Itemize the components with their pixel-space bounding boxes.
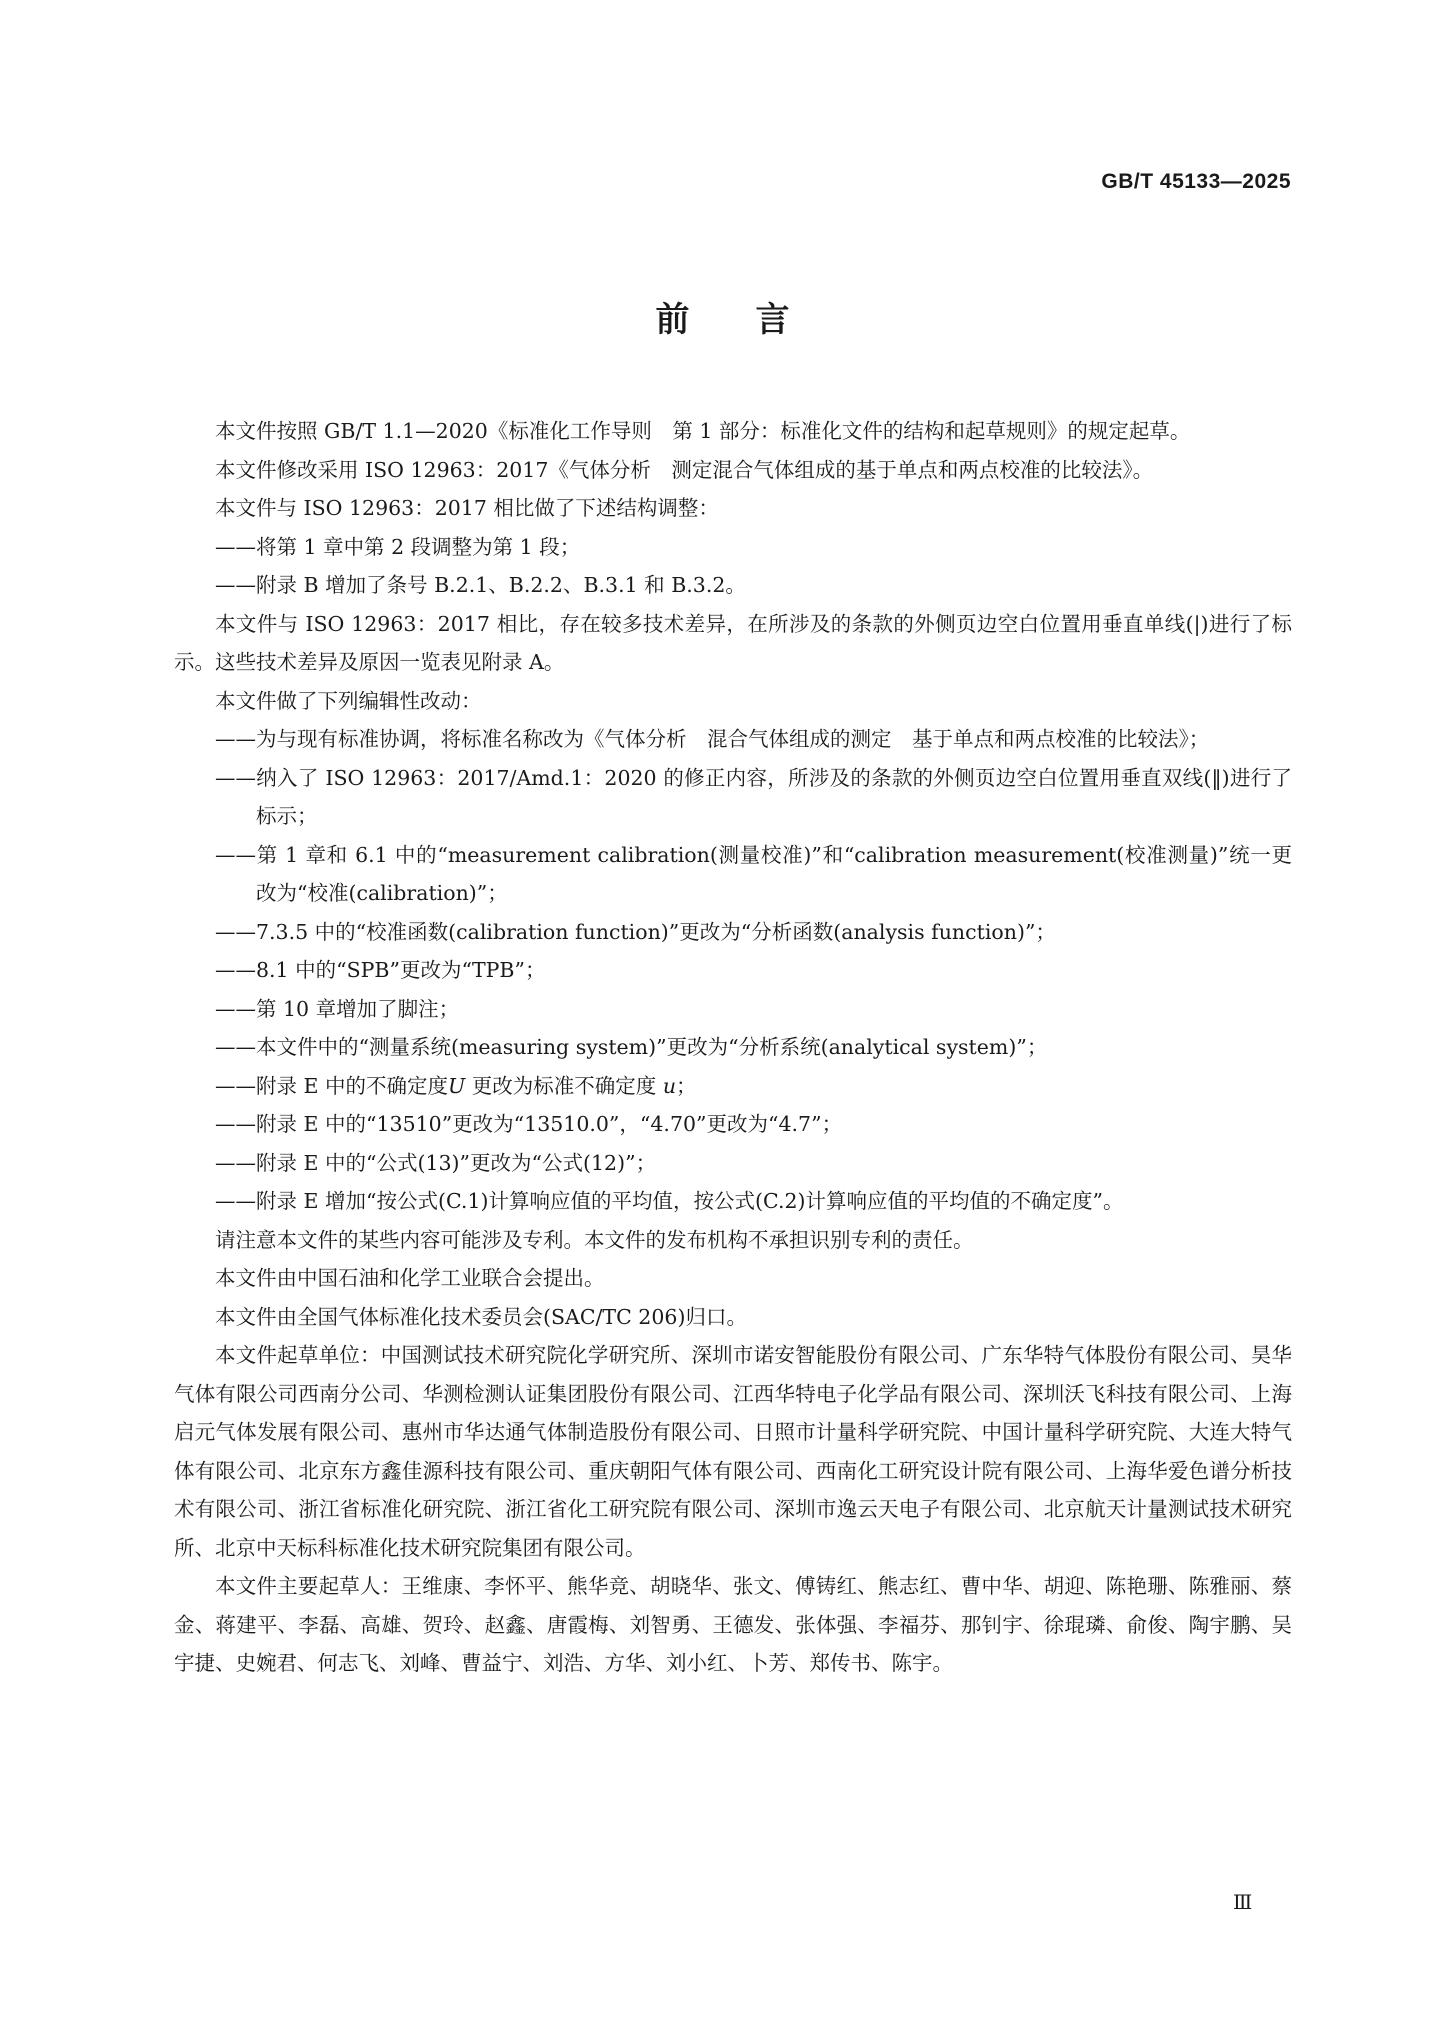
paragraph-adoption: 本文件修改采用 ISO 12963：2017《气体分析 测定混合气体组成的基于单点和两点校准的比较法》。	[215, 457, 1154, 482]
paragraph-proposed-by: 本文件由中国石油和化学工业联合会提出。	[215, 1266, 605, 1290]
paragraph-managed-by: 本文件由全国气体标准化技术委员会(SAC/TC 206)归口。	[215, 1304, 747, 1329]
page-number: Ⅲ	[1233, 1890, 1253, 1914]
paragraph-drafting-rules: 本文件按照 GB/T 1.1—2020《标准化工作导则 第 1 部分：标准化文件的结构和起草规则》的规定起草。	[215, 419, 1191, 443]
paragraph-structural-changes: 本文件与 ISO 12963：2017 相比做了下述结构调整：	[215, 496, 719, 520]
list-item-text: ；	[676, 1073, 697, 1098]
paragraph-patent-notice: 请注意本文件的某些内容可能涉及专利。本文件的发布机构不承担识别专利的责任。	[215, 1227, 974, 1252]
paragraph-drafting-organizations: 本文件起草单位：中国测试技术研究院化学研究所、深圳市诺安智能股份有限公司、广东华特气体股份有限公司、昊华气体有限公司西南分公司、华测检测认证集团股份有限公司、江西华特电子化学品有限公司、深圳沃飞科技有限公司、上海启元气体发展有限公司、惠州市华达通气体制造股份有限公司、日照市计量科学研究院、中国计量科学研究院、大连大特气体有限公司、北京东方鑫佳源科技有限公司、重庆朝阳气体有限公司、西南化工研究设计院有限公司、上海华爱色谱分析技术有限公司、浙江省标准化研究院、浙江省化工研究院有限公司、深圳市逸云天电子有限公司、北京航天计量测试技术研究所、北京中天标科标准化技术研究院集团有限公司。	[174, 1343, 1292, 1560]
list-item: ——7.3.5 中的“校准函数(calibration function)”更改为“分析函数(analysis function)”；	[215, 919, 1056, 944]
list-item: ——附录 E 中的“13510”更改为“13510.0”，“4.70”更改为“4.7”；	[215, 1112, 843, 1136]
list-item-text: 更改为标准不确定度	[465, 1073, 663, 1098]
symbol-expanded-uncertainty: U	[448, 1073, 466, 1098]
list-item: ——8.1 中的“SPB”更改为“TPB”；	[215, 958, 546, 982]
paragraph-editorial-changes: 本文件做了下列编辑性改动：	[215, 688, 482, 713]
symbol-standard-uncertainty: u	[662, 1073, 677, 1098]
list-item: ——第 10 章增加了脚注；	[215, 996, 460, 1021]
page-title: 前言	[655, 300, 856, 340]
list-item: ——为与现有标准协调，将标准名称改为《气体分析 混合气体组成的测定 基于单点和两点校准的比较法》；	[215, 727, 1210, 751]
document-body	[174, 412, 1292, 1683]
list-item: ——第 1 章和 6.1 中的“measurement calibration(测量校准)”和“calibration measurement(校准测量)”统一更改为“校准(calibration)”；	[215, 842, 1292, 905]
list-item: ——附录 B 增加了条号 B.2.1、B.2.2、B.3.1 和 B.3.2。	[215, 573, 746, 597]
standard-code: GB/T 45133—2025	[1101, 170, 1291, 193]
paragraph-technical-differences: 本文件与 ISO 12963：2017 相比，存在较多技术差异，在所涉及的条款的外侧页边空白位置用垂直单线(|)进行了标示。这些技术差异及原因一览表见附录 A。	[174, 611, 1292, 674]
paragraph-drafters: 本文件主要起草人：王维康、李怀平、熊华竞、胡晓华、张文、傅铸红、熊志红、曹中华、胡迎、陈艳珊、陈雅丽、蔡金、蒋建平、李磊、高雄、贺玲、赵鑫、唐霞梅、刘智勇、王德发、张体强、李福芬、那钊宇、徐琨璘、俞俊、陶宇鹏、吴宇捷、史婉君、何志飞、刘峰、曹益宁、刘浩、方华、刘小红、卜芳、郑传书、陈宇。	[174, 1574, 1292, 1675]
list-item: ——纳入了 ISO 12963：2017/Amd.1：2020 的修正内容，所涉及的条款的外侧页边空白位置用垂直双线(‖)进行了标示；	[215, 765, 1292, 828]
list-item: ——本文件中的“测量系统(measuring system)”更改为“分析系统(analytical system)”；	[215, 1035, 1048, 1059]
list-item: ——附录 E 增加“按公式(C.1)计算响应值的平均值，按公式(C.2)计算响应值的平均值的不确定度”。	[215, 1189, 1124, 1213]
list-item: ——将第 1 章中第 2 段调整为第 1 段；	[215, 534, 581, 559]
list-item-uncertainty	[174, 1067, 1292, 1106]
list-item-text: ——附录 E 中的不确定度	[215, 1073, 448, 1098]
list-item: ——附录 E 中的“公式(13)”更改为“公式(12)”；	[215, 1150, 657, 1175]
